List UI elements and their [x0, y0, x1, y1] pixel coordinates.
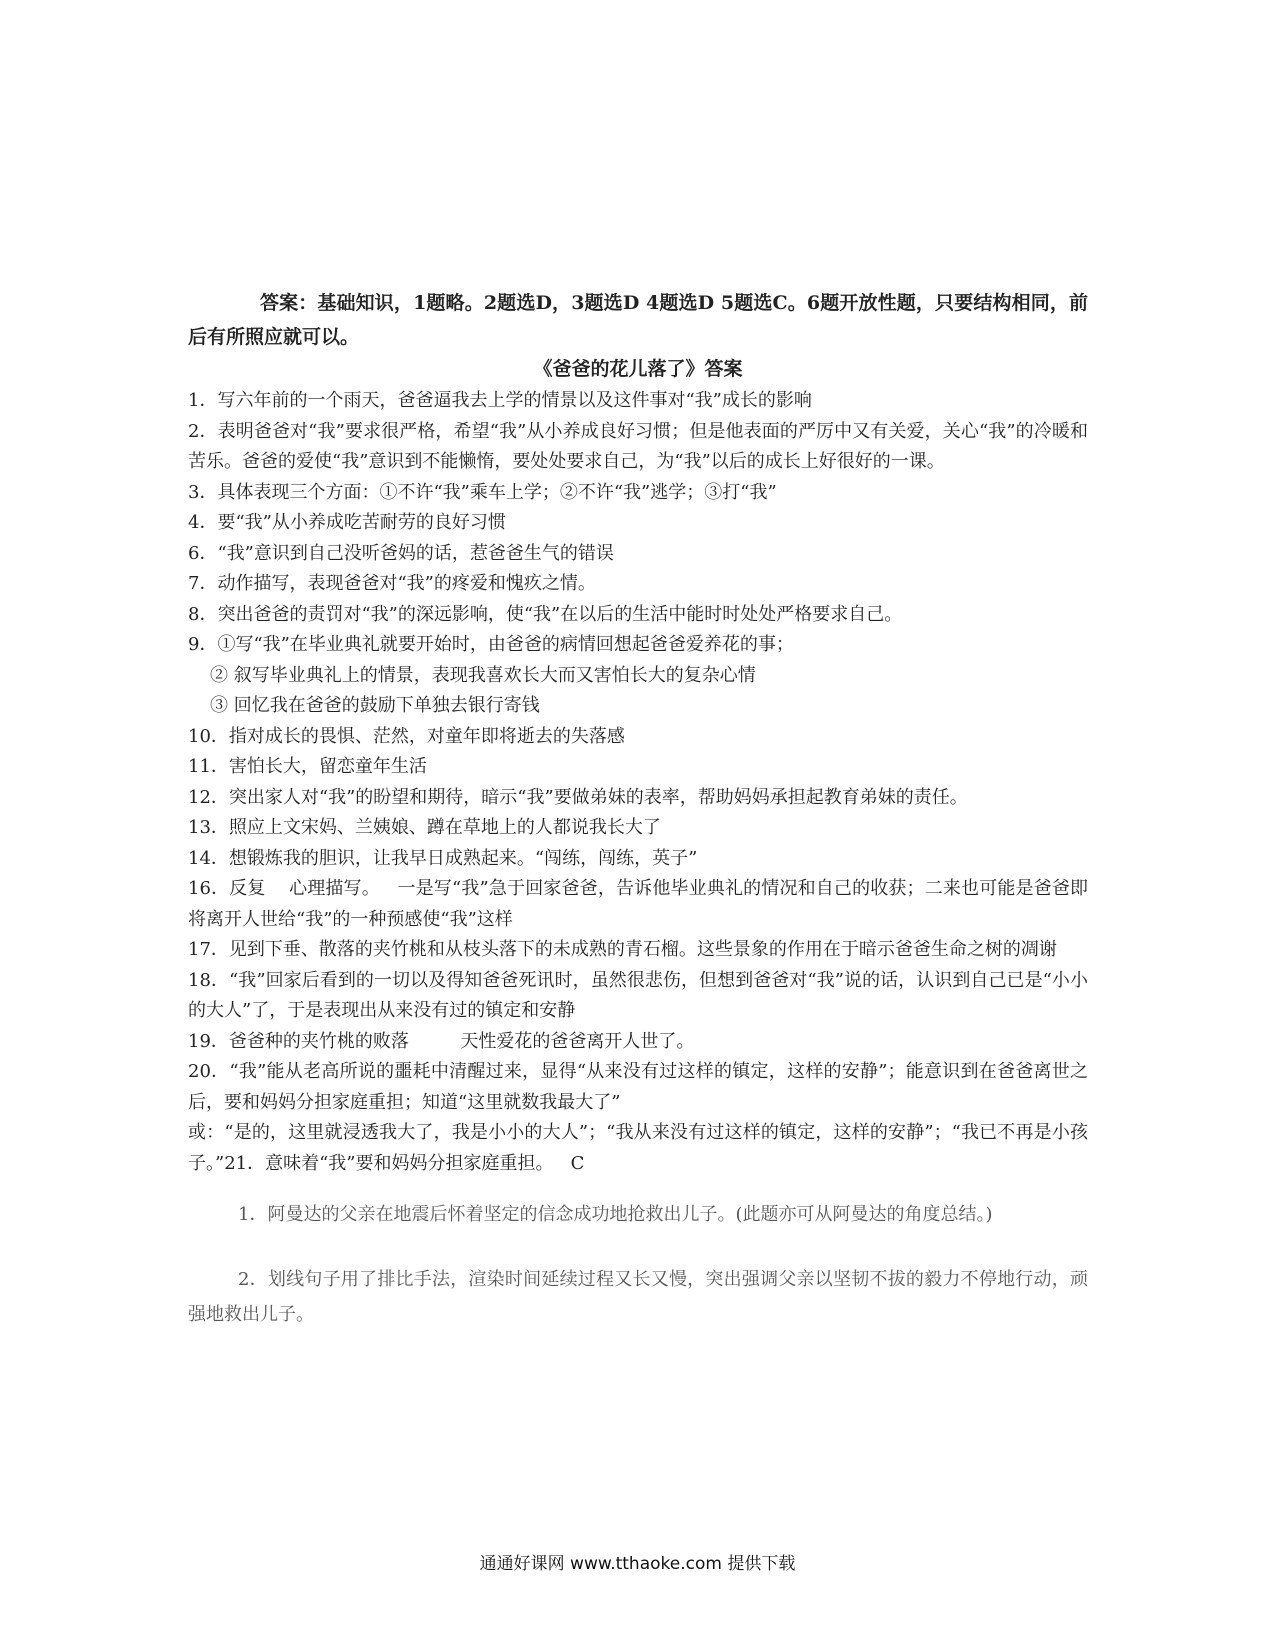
list-item: 12．突出家人对“我”的盼望和期待，暗示“我”要做弟妹的表率，帮助妈妈承担起教育弟妹的责任。: [188, 786, 968, 808]
list-item: 2．表明爸爸对“我”要求很严格，希望“我”从小养成良好习惯；但是他表面的严厉中又有关爱，关心“我”的冷暖和苦乐。爸爸的爱使“我”意识到不能懒惰，要处处要求自己，为“我”以后的成长上好很好的一课。: [188, 420, 1088, 472]
section-title: 《爸爸的花儿落了》答案: [533, 358, 743, 380]
list-item: ② 叙写毕业典礼上的情景，表现我喜欢长大而又害怕长大的复杂心情: [210, 664, 756, 686]
list-item: 7．动作描写，表现爸爸对“我”的疼爱和愧疚之情。: [188, 573, 596, 594]
list-item: 1．写六年前的一个雨天，爸爸逼我去上学的情景以及这件事对“我”成长的影响: [188, 390, 812, 411]
list-item: 16．反复 心理描写。 一是写“我”急于回家爸爸，告诉他毕业典礼的情况和自己的收获；二来也可能是爸爸即将离开人世给“我”的一种预感使“我”这样: [188, 878, 1088, 930]
paragraph-1: 1．阿曼达的父亲在地震后怀着坚定的信念成功地抢救出儿子。(此题亦可从阿曼达的角度总结。): [238, 1204, 993, 1225]
page-content: [188, 286, 1088, 1332]
list-item: 14．想锻炼我的胆识，让我早日成熟起来。“闯练，闯练，英子”: [188, 847, 698, 869]
list-item: 4．要“我”从小养成吃苦耐劳的良好习惯: [188, 512, 506, 533]
list-item: 13．照应上文宋妈、兰姨娘、蹲在草地上的人都说我长大了: [188, 817, 661, 838]
footer-credit: 通通好课网 www.tthaoke.com 提供下载: [479, 1554, 796, 1574]
list-item: 6．“我”意识到自己没听爸妈的话，惹爸爸生气的错误: [188, 542, 614, 564]
paragraph-2: 2．划线句子用了排比手法，渲染时间延续过程又长又慢，突出强调父亲以坚韧不拔的毅力不停地行动，顽强地救出儿子。: [188, 1269, 1088, 1325]
answer-intro: 答案：基础知识，1题略。2题选D，3题选D 4题选D 5题选C。6题开放性题，只要结构相同，前后有所照应就可以。: [188, 292, 1088, 348]
list-item: 3．具体表现三个方面：①不许“我”乘车上学；②不许“我”逃学；③打“我”: [188, 481, 777, 503]
list-item: 19．爸爸种的夹竹桃的败落 天性爱花的爸爸离开人世了。: [188, 1030, 695, 1052]
list-item: 17．见到下垂、散落的夹竹桃和从枝头落下的未成熟的青石榴。这些景象的作用在于暗示爸爸生命之树的凋谢: [188, 939, 1057, 960]
answer-list: [188, 386, 1088, 1179]
list-item: 20．“我”能从老高所说的噩耗中清醒过来，显得“从来没有过这样的镇定，这样的安静”；能意识到在爸爸离世之后，要和妈妈分担家庭重担；知道“这里就数我最大了”: [188, 1061, 1088, 1113]
list-item: 9．①写“我”在毕业典礼就要开始时，由爸爸的病情回想起爸爸爱养花的事；: [188, 634, 794, 655]
list-item: 11．害怕长大，留恋童年生活: [188, 756, 427, 777]
list-item: ③ 回忆我在爸爸的鼓励下单独去银行寄钱: [210, 695, 540, 716]
list-item: 10．指对成长的畏惧、茫然，对童年即将逝去的失落感: [188, 725, 625, 747]
list-item: 或：“是的，这里就浸透我大了，我是小小的大人”；“我从来没有过这样的镇定，这样的安静”；“我已不再是小孩子。”21．意味着“我”要和妈妈分担家庭重担。 C: [188, 1122, 1088, 1174]
list-item: 18．“我”回家后看到的一切以及得知爸爸死讯时，虽然很悲伤，但想到爸爸对“我”说的话，认识到自己已是“小小的大人”了，于是表现出从来没有过的镇定和安静: [188, 969, 1088, 1021]
list-item: 8．突出爸爸的责罚对“我”的深远影响，使“我”在以后的生活中能时时处处严格要求自己。: [188, 603, 903, 625]
